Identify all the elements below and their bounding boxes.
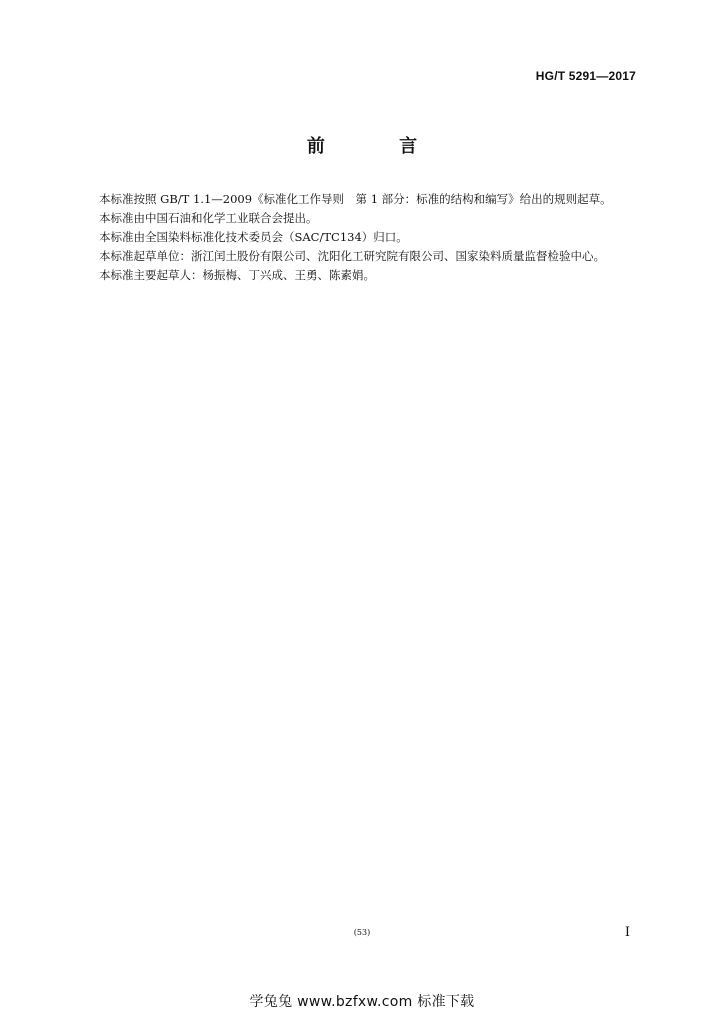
page-title: 前 言 <box>306 136 452 157</box>
roman-page-number: I <box>624 925 630 940</box>
paragraph-drafters: 本标准主要起草人：杨振梅、丁兴成、王勇、陈素娟。 <box>99 268 375 282</box>
watermark-footer: 学兔兔 www.bzfxw.com 标准下载 <box>249 994 475 1010</box>
paragraph-drafting-rules: 本标准按照 GB/T 1.1—2009《标准化工作导则 第 1 部分：标准的结构和编写》给出的规则起草。 <box>99 192 612 206</box>
standard-code: HG/T 5291—2017 <box>535 69 636 83</box>
paragraph-administration: 本标准由全国染料标准化技术委员会（SAC/TC134）归口。 <box>99 230 408 244</box>
page-number: (53) <box>353 928 371 937</box>
paragraph-drafting-units: 本标准起草单位：浙江闰土股份有限公司、沈阳化工研究院有限公司、国家染料质量监督检验中心。 <box>99 249 605 263</box>
paragraph-proposer: 本标准由中国石油和化学工业联合会提出。 <box>99 211 318 225</box>
preface-body <box>76 190 636 285</box>
